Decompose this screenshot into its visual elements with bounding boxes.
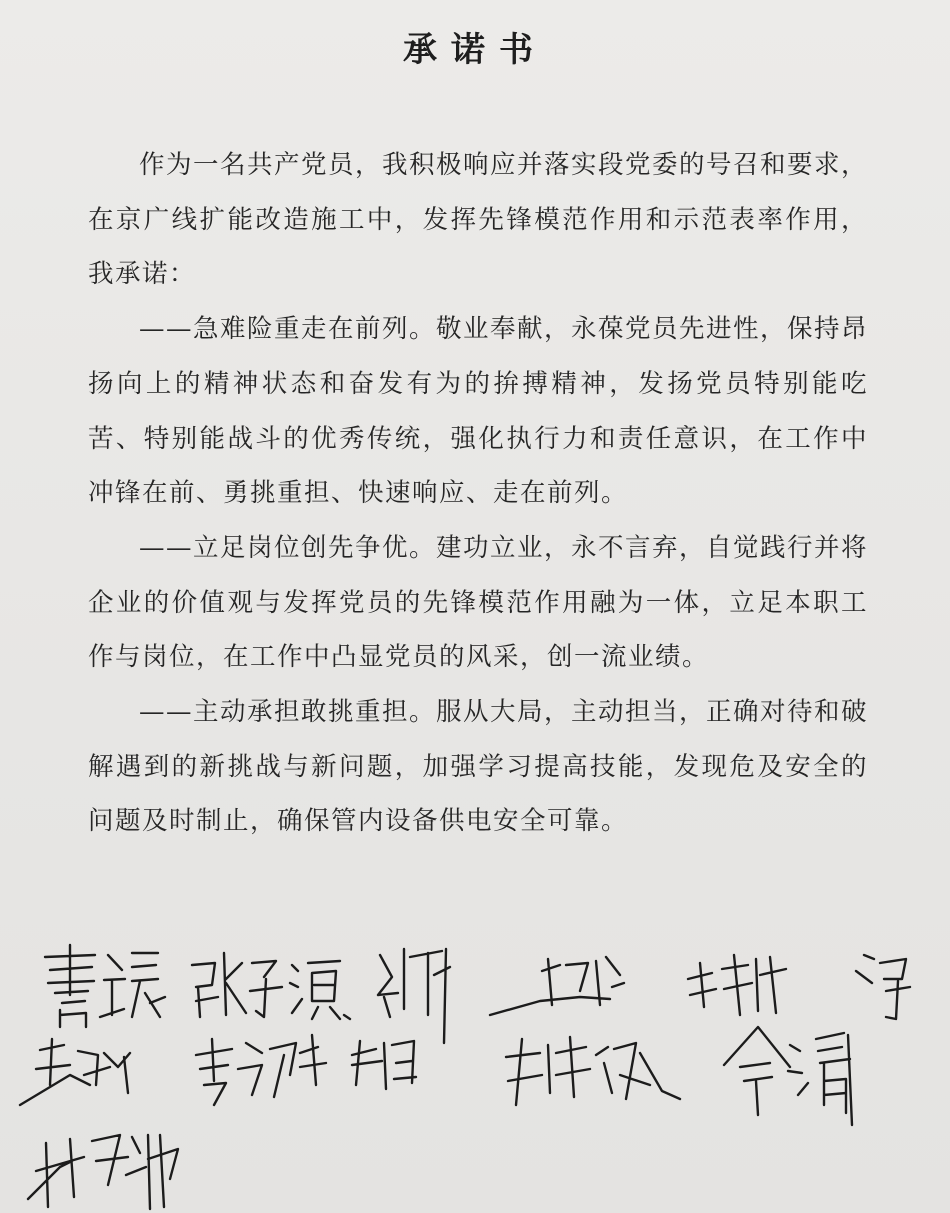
paragraph-pledge-1: ——急难险重走在前列。敬业奉献，永葆党员先进性，保持昂扬向上的精神状态和奋发有为的拚搏精神，发扬党员特别能吃苦、特别能战斗的优秀传统，强化执行力和责任意识，在工作中冲锋在前、勇挑重担、快速响应、走在前列。 — [88, 314, 869, 509]
signature-9 — [506, 1037, 680, 1105]
signature-1 — [45, 945, 165, 1027]
signature-3 — [378, 949, 450, 1043]
signature-10 — [724, 1027, 852, 1125]
signature-6 — [20, 1039, 130, 1105]
document-body — [88, 138, 868, 849]
paragraph-intro: 作为一名共产党员，我积极响应并落实段党委的号召和要求，在京广线扩能改造施工中，发挥先锋模范作用和示范表率作用，我承诺： — [88, 150, 869, 290]
handwritten-signatures — [0, 935, 950, 1213]
signature-5 — [856, 955, 910, 1019]
signature-8 — [352, 1041, 416, 1089]
signature-7 — [196, 1035, 326, 1105]
signature-11 — [28, 1135, 178, 1209]
document-title: 承诺书 — [403, 30, 547, 70]
signature-4 — [490, 955, 786, 1015]
signature-area — [0, 935, 950, 1213]
signature-2 — [192, 953, 350, 1019]
paragraph-pledge-3: ——主动承担敢挑重担。服从大局，主动担当，正确对待和破解遇到的新挑战与新问题，加强学习提高技能，发现危及安全的问题及时制止，确保管内设备供电安全可靠。 — [88, 697, 869, 837]
paragraph-pledge-2: ——立足岗位创先争优。建功立业，永不言弃，自觉践行并将企业的价值观与发挥党员的先锋模范作用融为一体，立足本职工作与岗位，在工作中凸显党员的风采，创一流业绩。 — [88, 532, 869, 673]
